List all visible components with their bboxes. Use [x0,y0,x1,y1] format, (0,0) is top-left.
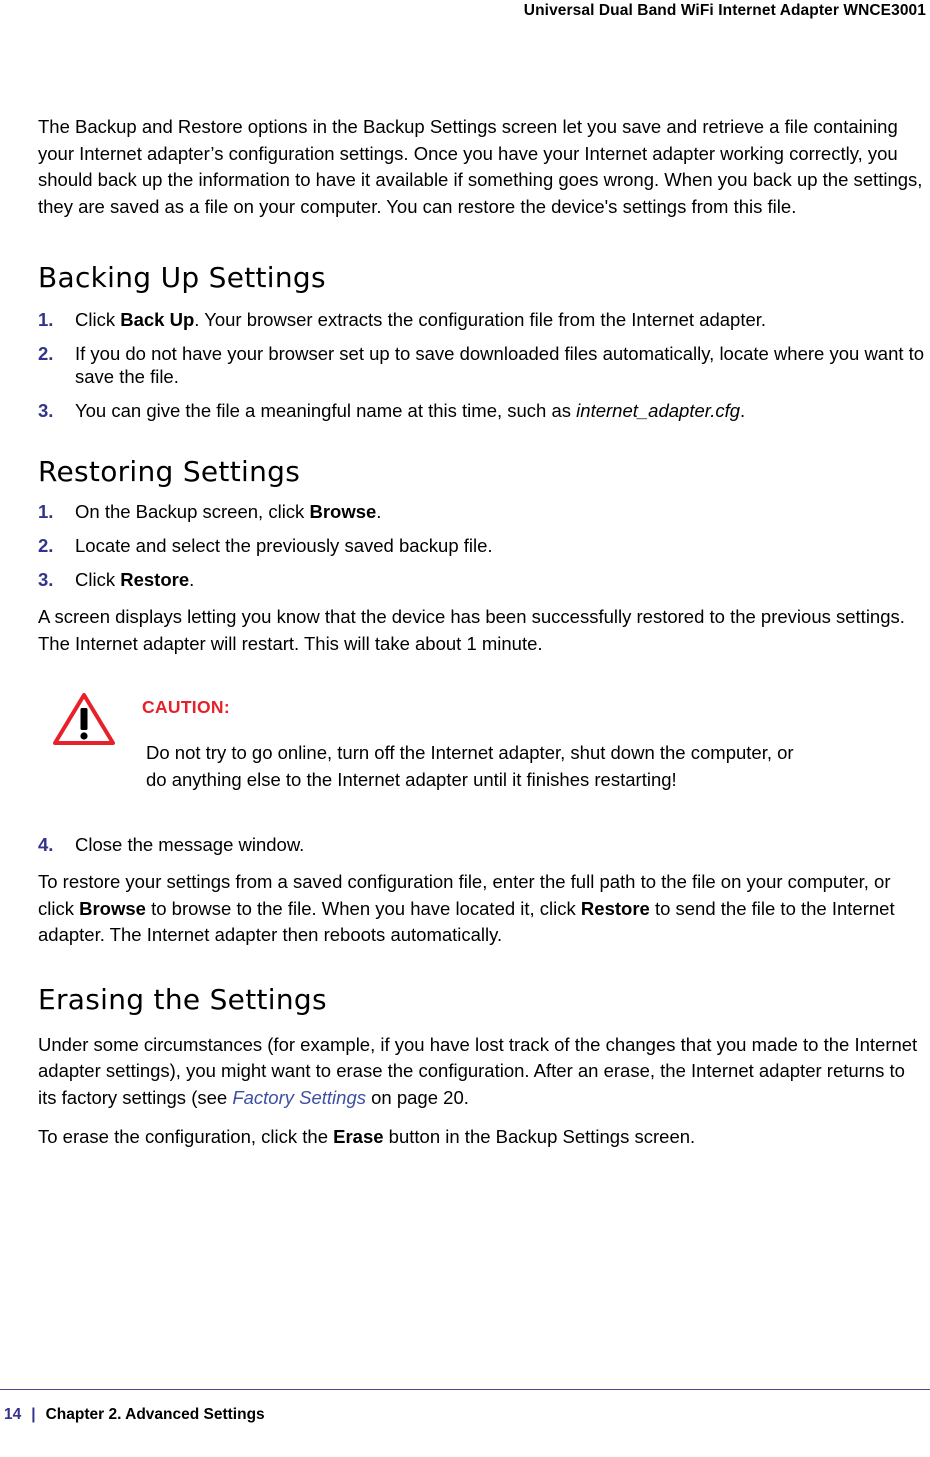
caution-label: CAUTION: [142,697,230,717]
chapter-title: Chapter 2. Advanced Settings [45,1406,265,1423]
step-number: 3. [38,569,54,590]
step-text: Locate and select the previously saved backup file. [75,535,493,556]
restore-term: Restore [580,897,650,919]
backup-step-1 [38,308,926,331]
page-number: 14 [4,1406,22,1423]
heading-erasing: Erasing the Settings [38,982,327,1016]
backup-step-2 [38,342,926,388]
restore-term: Restore [120,569,190,590]
warning-triangle-icon [52,691,116,752]
step-number: 4. [38,834,54,855]
restore-note: A screen displays letting you know that the device has been successfully restored to the previous settings. The Internet adapter will restart. This will take about 1 minute. [38,606,905,654]
step-number: 1. [38,309,54,330]
restore-step-2 [38,534,926,557]
footer-rule [0,1389,930,1390]
step-text: Click Restore. [75,569,195,590]
step-text: Close the message window. [75,834,305,855]
step-text: If you do not have your browser set up to save downloaded files automatically, locate where you want to save the file. [75,343,925,387]
footer-separator: | [31,1406,36,1423]
erase-paragraph-1: Under some circumstances (for example, if you have lost track of the changes that you made to the Internet adapter settings), you might want to erase the configuration. After an erase, the Internet adapter returns to its factory settings (see Factory Settings on page 20. [38,1033,918,1108]
factory-settings-link[interactable]: Factory Settings [232,1086,366,1108]
heading-backing-up: Backing Up Settings [38,261,326,294]
erase-paragraph-2: To erase the configuration, click the Erase button in the Backup Settings screen. [38,1126,696,1147]
running-header: Universal Dual Band WiFi Internet Adapter WNCE3001 [523,2,926,19]
erase-term: Erase [333,1126,384,1147]
step-number: 2. [38,535,54,556]
intro-paragraph: The Backup and Restore options in the Backup Settings screen let you save and retrieve a file containing your Internet adapter’s configuration settings. Once you have your Internet adapter working correctly, you should back up the information to have it available if something goes wrong. When you back up the settings, they are saved as a file on your computer. You can restore the device's settings from this file. [38,116,923,217]
backup-step-3 [38,399,926,422]
caution-box [38,689,926,819]
filename-example: internet_adapter.cfg [576,400,741,421]
restore-step-3 [38,568,926,591]
browse-term: Browse [309,501,377,522]
page-content [38,114,926,1151]
step-number: 2. [38,343,54,364]
step-text: Click Back Up. Your browser extracts the configuration file from the Internet adapter. [75,309,767,330]
restore-step-1 [38,500,926,523]
step-number: 3. [38,400,54,421]
page-footer [4,1406,265,1424]
back-up-term: Back Up [120,309,195,330]
heading-restoring: Restoring Settings [38,455,301,488]
restore-step-4 [38,833,926,856]
caution-message: Do not try to go online, turn off the Internet adapter, shut down the computer, or do anything else to the Internet adapter until it finishes restarting! [146,742,794,790]
step-text: On the Backup screen, click Browse. [75,501,382,522]
browse-term: Browse [79,897,146,919]
restore-paragraph: To restore your settings from a saved configuration file, enter the full path to the file on your computer, or click Browse to browse to the file. When you have located it, click Restore to send the file to the Internet adapter. The Internet adapter then reboots automatically. [38,871,895,945]
step-text: You can give the file a meaningful name at this time, such as internet_adapter.cfg. [75,400,746,421]
step-number: 1. [38,501,54,522]
